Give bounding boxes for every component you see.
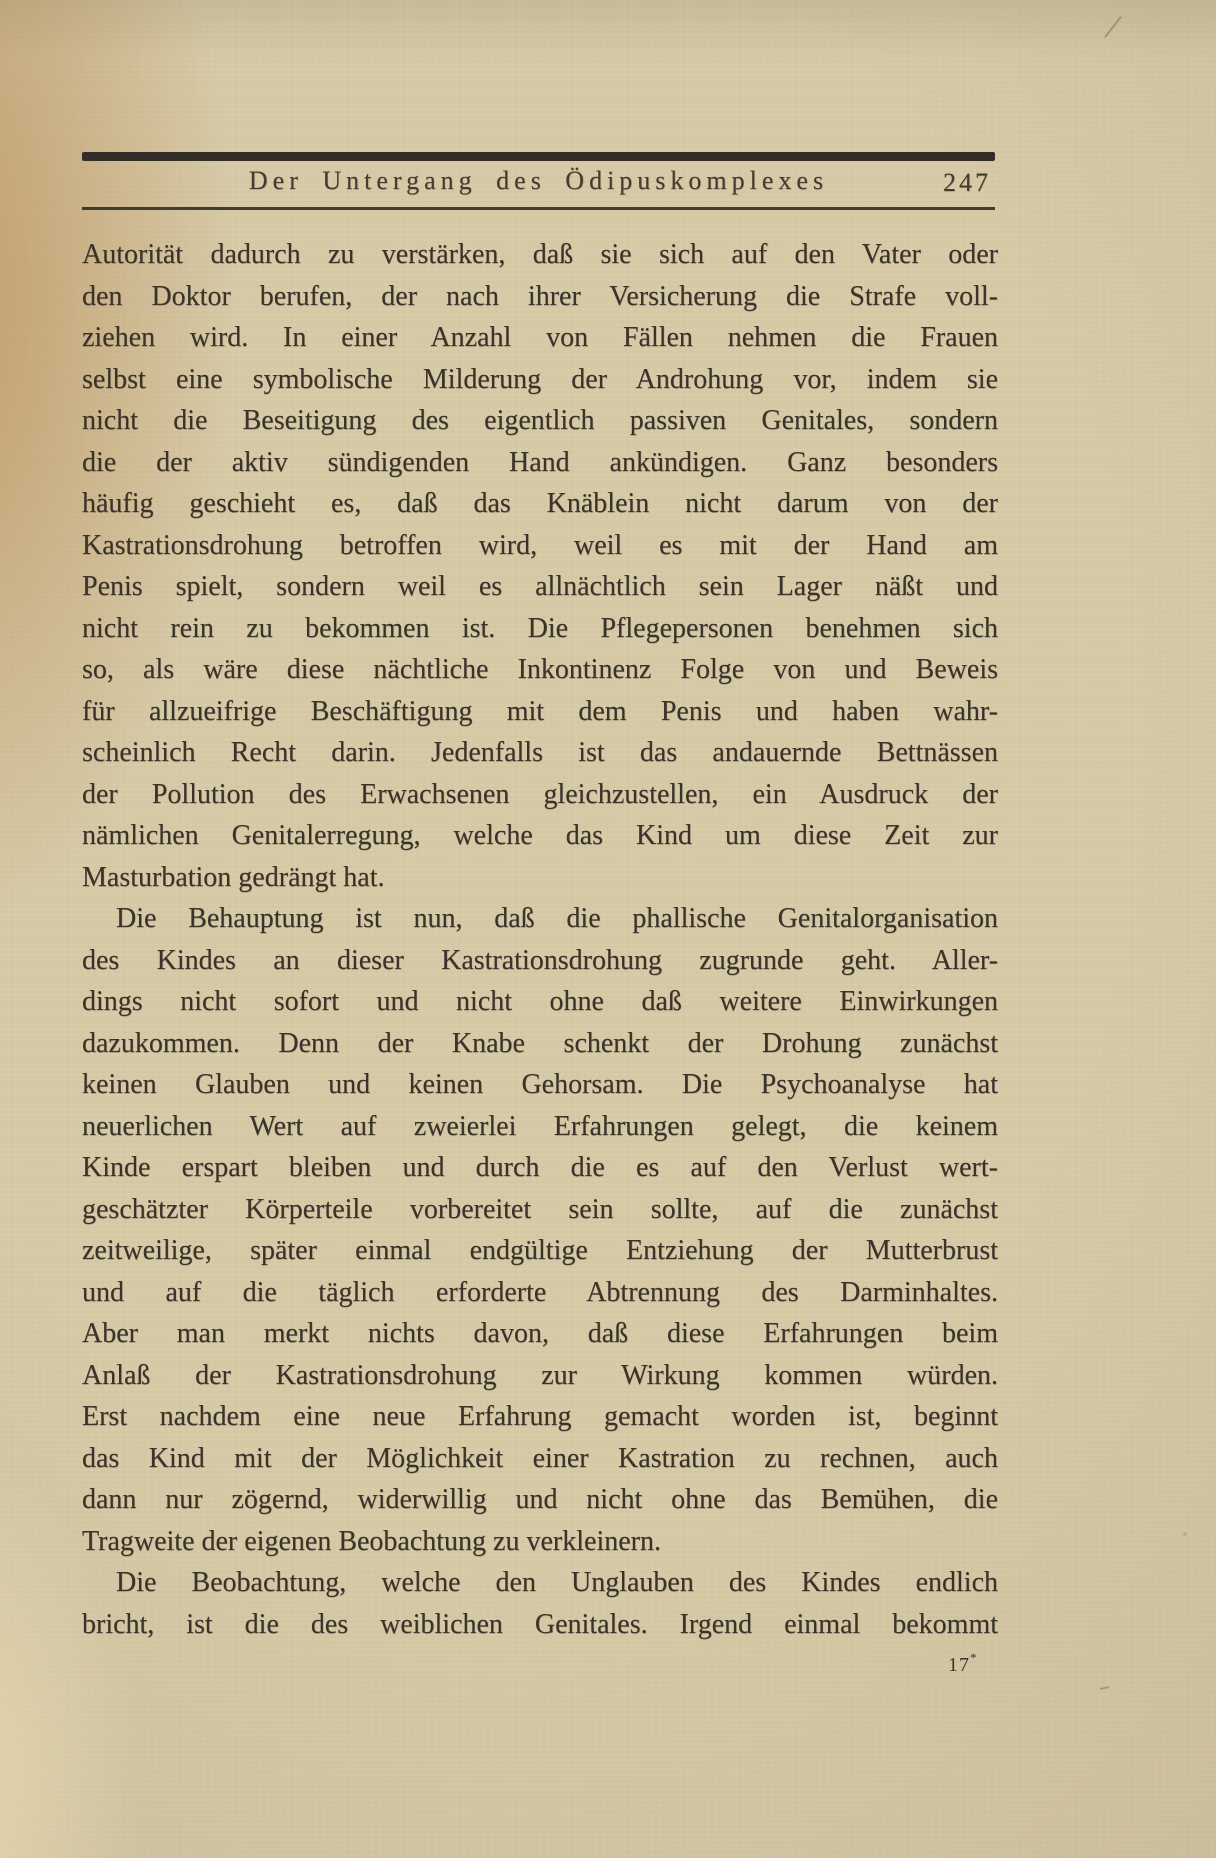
paragraph [82, 1562, 998, 1645]
text-line: keinen Glauben und keinen Gehorsam. Die Psychoanalyse hat [82, 1069, 998, 1100]
text-line: ziehen wird. In einer Anzahl von Fällen nehmen die Frauen [82, 322, 998, 353]
text-line: Penis spielt, sondern weil es allnächtlich sein Lager näßt und [82, 571, 998, 602]
signature-asterisk: * [970, 1650, 978, 1665]
text-line: das Kind mit der Möglichkeit einer Kastration zu rechnen, auch [82, 1442, 998, 1474]
text-line: zeitweilige, später einmal endgültige Entziehung der Mutterbrust [82, 1235, 998, 1266]
text-line: den Doktor berufen, der nach ihrer Versicherung die Strafe voll- [82, 280, 998, 312]
text-line: nicht die Beseitigung des eigentlich passiven Genitales, sondern [82, 405, 998, 436]
text-line: der Pollution des Erwachsenen gleichzustellen, ein Ausdruck der [82, 778, 998, 810]
text-line: Masturbation gedrängt hat. [82, 861, 385, 893]
scan-speck [1100, 1686, 1109, 1690]
text-line: dann nur zögernd, widerwillig und nicht ohne das Bemühen, die [82, 1484, 998, 1515]
text-line: geschätzter Körperteile vorbereitet sein sollte, auf die zunächst [82, 1193, 998, 1225]
text-line: Anlaß der Kastrationsdrohung zur Wirkung kommen würden. [82, 1359, 998, 1391]
text-line: Erst nachdem eine neue Erfahrung gemacht worden ist, beginnt [82, 1401, 998, 1432]
header-rule-thin [82, 207, 995, 210]
text-line: Die Behauptung ist nun, daß die phallische Genitalorganisation [116, 903, 998, 934]
text-line: nicht rein zu bekommen ist. Die Pflegepersonen benehmen sich [82, 612, 998, 644]
text-line: bricht, ist die des weiblichen Genitales. Irgend einmal bekommt [82, 1608, 998, 1640]
text-line: Autorität dadurch zu verstärken, daß sie sich auf den Vater oder [82, 239, 998, 270]
text-line: dings nicht sofort und nicht ohne daß weitere Einwirkungen [82, 986, 998, 1017]
header-line [82, 166, 995, 204]
text-line: und auf die täglich erforderte Abtrennung des Darminhaltes. [82, 1276, 998, 1308]
paragraph [82, 898, 998, 1562]
text-line: dazukommen. Denn der Knabe schenkt der Drohung zunächst [82, 1027, 998, 1059]
text-line: des Kindes an dieser Kastrationsdrohung zugrunde geht. Aller- [82, 944, 998, 976]
text-line: häufig geschieht es, daß das Knäblein nicht darum von der [82, 488, 998, 519]
text-line: Kastrationsdrohung betroffen wird, weil es mit der Hand am [82, 529, 998, 561]
text-line: Aber man merkt nichts davon, daß diese Erfahrungen beim [82, 1318, 998, 1349]
scan-scratch [1104, 16, 1122, 38]
text-line: Tragweite der eigenen Beobachtung zu verkleinern. [82, 1525, 661, 1557]
text-line: Die Beobachtung, welche den Unglauben des Kindes endlich [116, 1567, 998, 1598]
text-line: für allzueifrige Beschäftigung mit dem Penis und haben wahr- [82, 695, 998, 727]
header-rule-thick [82, 152, 995, 161]
signature-number: 17 [948, 1654, 970, 1676]
paragraph [82, 234, 998, 898]
text-line: selbst eine symbolische Milderung der Androhung vor, indem sie [82, 363, 998, 395]
page-number: 247 [943, 168, 991, 197]
running-title: Der Untergang des Ödipuskomplexes [248, 166, 829, 195]
signature-mark [948, 1650, 978, 1677]
body-text [82, 234, 998, 1645]
text-line: Kinde erspart bleiben und durch die es auf den Verlust wert- [82, 1152, 998, 1183]
scan-speck [1183, 1532, 1187, 1536]
text-line: scheinlich Recht darin. Jedenfalls ist das andauernde Bettnässen [82, 737, 998, 768]
text-line: die der aktiv sündigenden Hand ankündigen. Ganz besonders [82, 446, 998, 478]
text-line: so, als wäre diese nächtliche Inkontinenz Folge von und Beweis [82, 654, 998, 685]
text-line: neuerlichen Wert auf zweierlei Erfahrungen gelegt, die keinem [82, 1110, 998, 1142]
text-line: nämlichen Genitalerregung, welche das Kind um diese Zeit zur [82, 820, 998, 851]
